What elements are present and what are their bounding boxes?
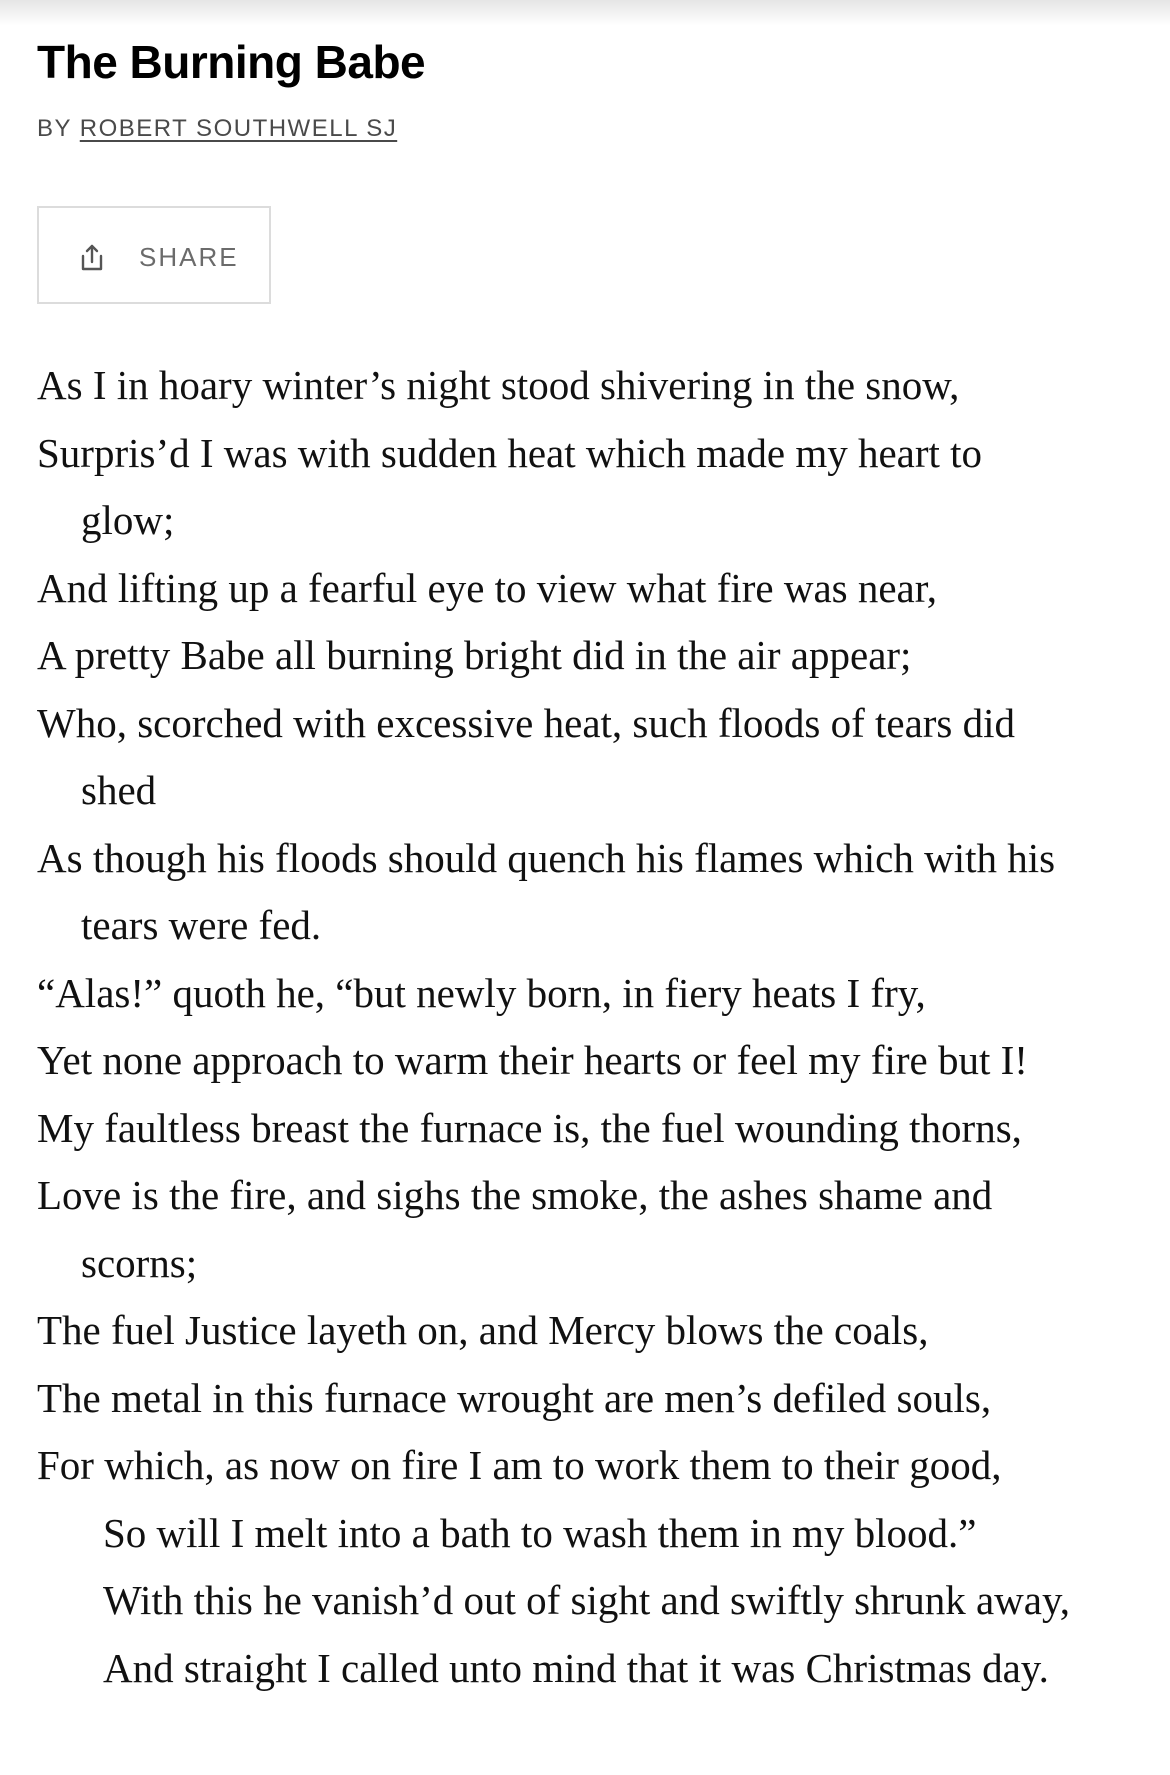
poem-line: A pretty Babe all burning bright did in the air appear; <box>37 632 912 678</box>
poem-line-continuation: shed <box>81 767 157 813</box>
poem-line-indented: So will I melt into a bath to wash them in my blood.” <box>103 1509 977 1556</box>
byline <box>37 114 397 144</box>
byline-prefix: BY <box>37 115 80 142</box>
poem-line: For which, as now on fire I am to work them to their good, <box>37 1442 1002 1488</box>
poem-line: The fuel Justice layeth on, and Mercy blows the coals, <box>37 1307 929 1353</box>
poem-line: Who, scorched with excessive heat, such floods of tears did <box>37 699 1016 746</box>
poem-line: “Alas!” quoth he, “but newly born, in fiery heats I fry, <box>37 969 926 1016</box>
poem-title: The Burning Babe <box>37 36 426 88</box>
poem-line: The metal in this furnace wrought are men’s defiled souls, <box>37 1374 992 1421</box>
poem-line-indented: With this he vanish’d out of sight and swiftly shrunk away, <box>103 1577 1071 1623</box>
poem-line-continuation: glow; <box>81 497 175 543</box>
poem-line-continuation: tears were fed. <box>81 902 322 948</box>
poem-line: Surpris’d I was with sudden heat which made my heart to <box>37 429 983 476</box>
poem-line: As though his floods should quench his flames which with his <box>37 834 1056 881</box>
poem-line: Yet none approach to warm their hearts or feel my fire but I! <box>37 1037 1028 1083</box>
poem-body <box>37 352 1147 1702</box>
poem-line-continuation: scorns; <box>81 1239 198 1286</box>
share-upload-icon <box>77 243 107 273</box>
poem-line: As I in hoary winter’s night stood shivering in the snow, <box>37 362 960 408</box>
header-shadow <box>0 0 1170 26</box>
poem-line-indented: And straight I called unto mind that it was Christmas day. <box>103 1644 1049 1691</box>
author-link[interactable]: ROBERT SOUTHWELL SJ <box>79 115 398 142</box>
poem-line: And lifting up a fearful eye to view what fire was near, <box>37 564 938 611</box>
poem-line: Love is the fire, and sighs the smoke, the ashes shame and <box>37 1172 993 1218</box>
share-button[interactable] <box>37 206 271 304</box>
poem-line: My faultless breast the furnace is, the fuel wounding thorns, <box>37 1104 1022 1151</box>
share-label: SHARE <box>139 242 239 272</box>
